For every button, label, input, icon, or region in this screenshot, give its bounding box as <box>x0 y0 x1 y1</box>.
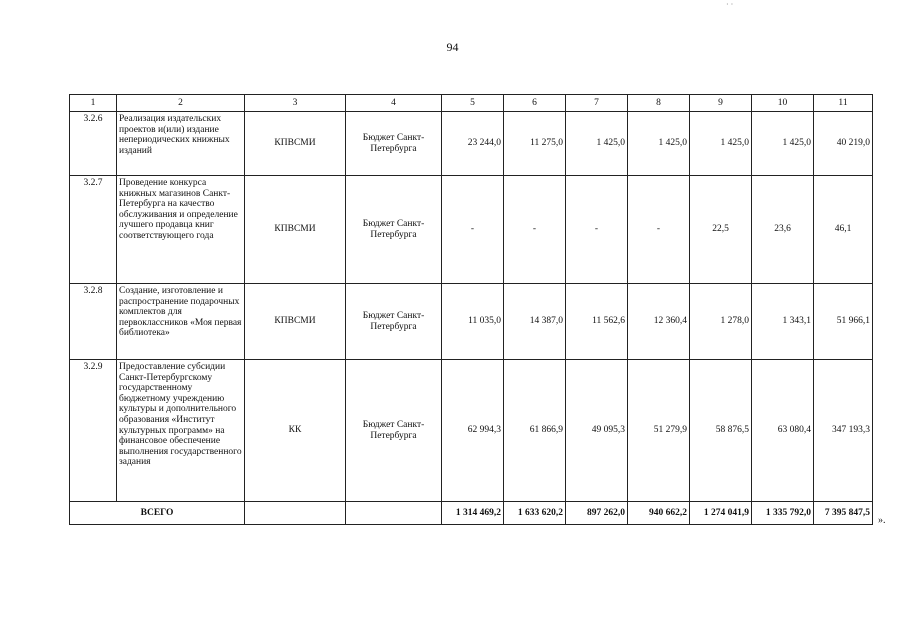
item-executor: КК <box>245 360 346 502</box>
header-cell: 11 <box>814 95 873 112</box>
item-source: Бюджет Санкт-Петербурга <box>346 284 442 360</box>
value-cell: 11 275,0 <box>504 112 566 176</box>
empty-cell <box>245 502 346 525</box>
total-value: 1 274 041,9 <box>690 502 752 525</box>
total-value: 897 262,0 <box>566 502 628 525</box>
value-cell: - <box>566 176 628 284</box>
item-name: Создание, изготовление и распространение подарочных комплектов для первоклассников «Моя первая библиотека» <box>117 284 245 360</box>
value-cell: 58 876,5 <box>690 360 752 502</box>
item-source: Бюджет Санкт-Петербурга <box>346 360 442 502</box>
value-cell: 1 278,0 <box>690 284 752 360</box>
budget-table <box>69 94 873 525</box>
page-number: 94 <box>446 40 459 54</box>
corner-mark: · · <box>726 0 734 9</box>
value-cell: 347 193,3 <box>814 360 873 502</box>
value-cell: 22,5 <box>690 176 752 284</box>
table-row <box>70 360 873 502</box>
table-row <box>70 284 873 360</box>
item-source: Бюджет Санкт-Петербурга <box>346 176 442 284</box>
table-row <box>70 176 873 284</box>
value-cell: 40 219,0 <box>814 112 873 176</box>
value-cell: 12 360,4 <box>628 284 690 360</box>
item-code: 3.2.9 <box>70 360 117 502</box>
item-executor: КПВСМИ <box>245 284 346 360</box>
header-cell: 6 <box>504 95 566 112</box>
item-code: 3.2.8 <box>70 284 117 360</box>
value-cell: 1 425,0 <box>690 112 752 176</box>
total-value: 1 314 469,2 <box>442 502 504 525</box>
value-cell: 1 425,0 <box>752 112 814 176</box>
item-code: 3.2.7 <box>70 176 117 284</box>
header-cell: 5 <box>442 95 504 112</box>
value-cell: 23,6 <box>752 176 814 284</box>
value-cell: 51 966,1 <box>814 284 873 360</box>
header-cell: 9 <box>690 95 752 112</box>
value-cell: 11 562,6 <box>566 284 628 360</box>
total-row <box>70 502 873 525</box>
empty-cell <box>346 502 442 525</box>
value-cell: 51 279,9 <box>628 360 690 502</box>
total-label: ВСЕГО <box>70 502 245 525</box>
header-row <box>70 95 873 112</box>
value-cell: 1 425,0 <box>566 112 628 176</box>
value-cell: 46,1 <box>814 176 873 284</box>
header-cell: 8 <box>628 95 690 112</box>
header-cell: 3 <box>245 95 346 112</box>
value-cell: 62 994,3 <box>442 360 504 502</box>
total-value: 940 662,2 <box>628 502 690 525</box>
item-name: Проведение конкурса книжных магазинов Санкт-Петербурга на качество обслуживания и определение лучшего продавца книг соответствующего года <box>117 176 245 284</box>
total-value: 1 633 620,2 <box>504 502 566 525</box>
item-executor: КПВСМИ <box>245 112 346 176</box>
table-row <box>70 112 873 176</box>
item-source: Бюджет Санкт-Петербурга <box>346 112 442 176</box>
header-cell: 7 <box>566 95 628 112</box>
value-cell: 1 425,0 <box>628 112 690 176</box>
header-cell: 4 <box>346 95 442 112</box>
header-cell: 1 <box>70 95 117 112</box>
value-cell: - <box>504 176 566 284</box>
value-cell: 49 095,3 <box>566 360 628 502</box>
value-cell: 11 035,0 <box>442 284 504 360</box>
value-cell: 1 343,1 <box>752 284 814 360</box>
value-cell: 23 244,0 <box>442 112 504 176</box>
value-cell: 61 866,9 <box>504 360 566 502</box>
item-code: 3.2.6 <box>70 112 117 176</box>
item-name: Предоставление субсидии Санкт-Петербургскому государственному бюджетному учреждению культуры и дополнительного образования «Институт культурных программ» на финансовое обеспечение выполнения государственного задания <box>117 360 245 502</box>
total-value: 1 335 792,0 <box>752 502 814 525</box>
value-cell: - <box>628 176 690 284</box>
item-executor: КПВСМИ <box>245 176 346 284</box>
header-cell: 2 <box>117 95 245 112</box>
closing-quote-mark: ». <box>878 515 886 526</box>
total-value: 7 395 847,5 <box>814 502 873 525</box>
value-cell: 63 080,4 <box>752 360 814 502</box>
item-name: Реализация издательских проектов и(или) издание непериодических книжных изданий <box>117 112 245 176</box>
value-cell: - <box>442 176 504 284</box>
header-cell: 10 <box>752 95 814 112</box>
value-cell: 14 387,0 <box>504 284 566 360</box>
